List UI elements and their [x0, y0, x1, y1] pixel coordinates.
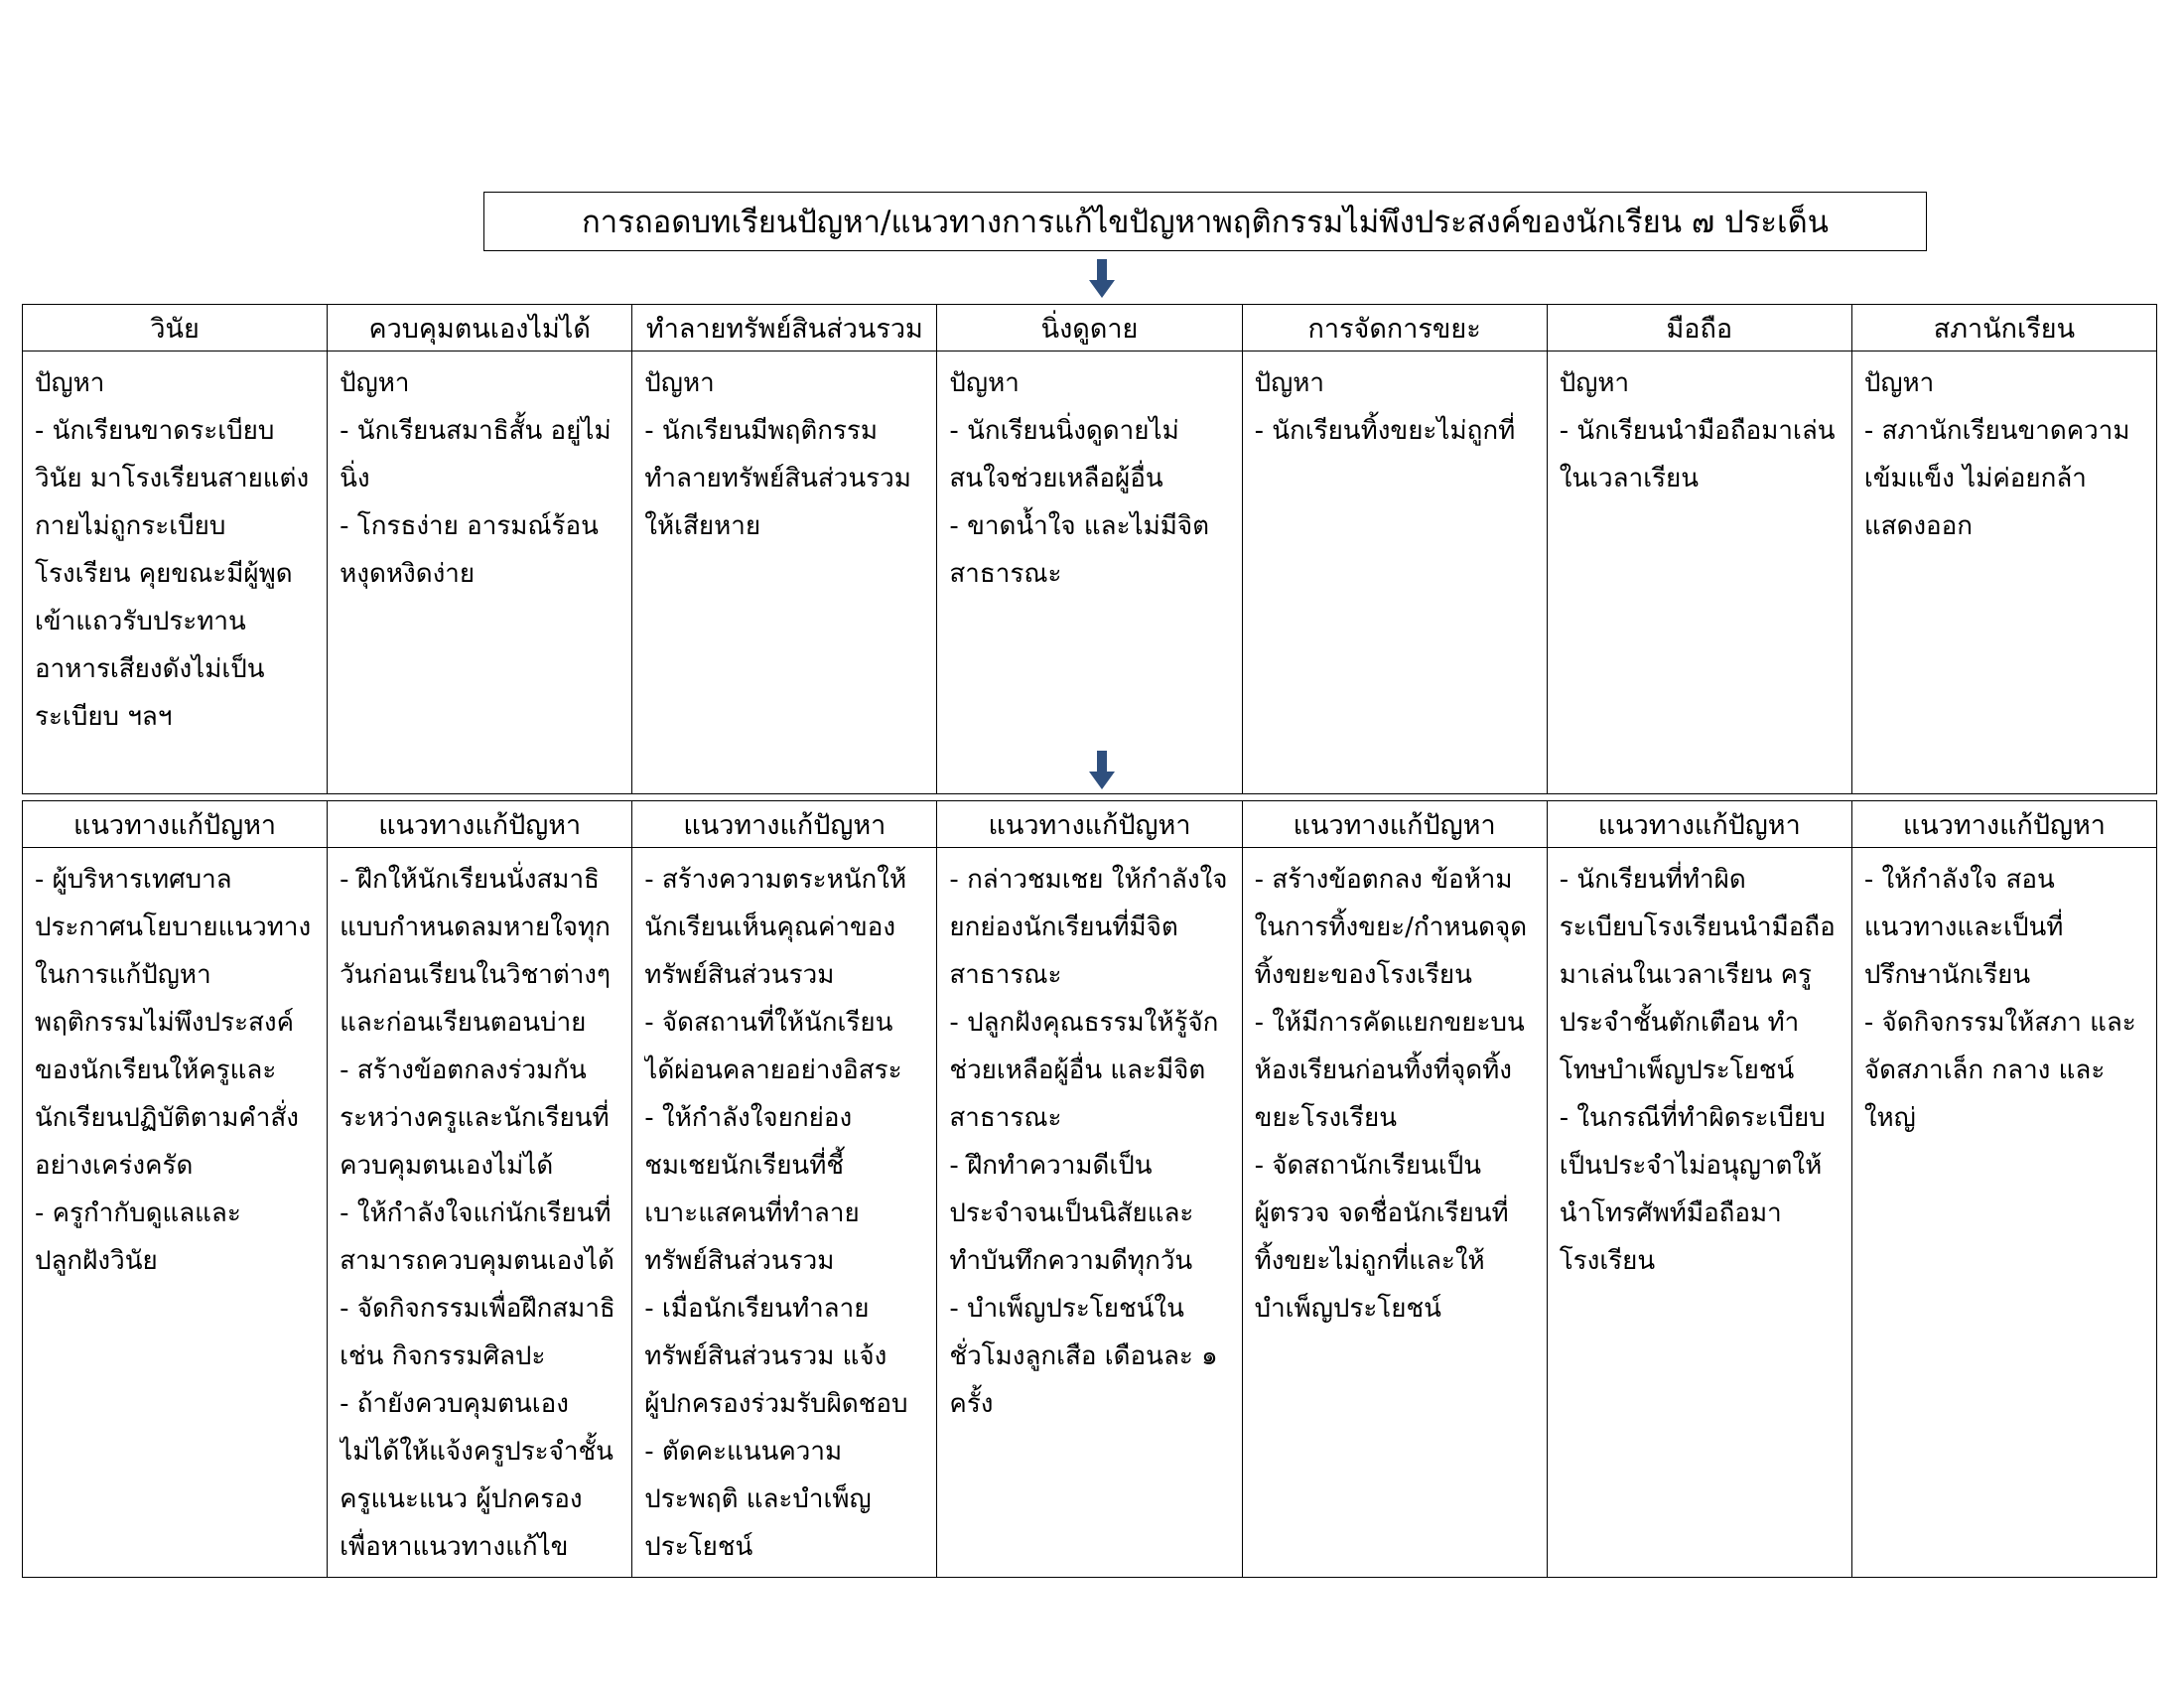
- down-arrow-icon: [1089, 751, 1115, 790]
- cell-text-line: - ในกรณีที่ทำผิดระเบียบ: [1559, 1103, 1826, 1133]
- problems-row: [23, 352, 2157, 794]
- problem-cell: [1242, 352, 1547, 794]
- cell-text-line: - ให้มีการคัดแยกขยะบน: [1254, 1008, 1525, 1038]
- cell-text-line: ประโยชน์: [644, 1532, 753, 1562]
- cell-text-line: - จัดกิจกรรมเพื่อฝึกสมาธิ: [340, 1294, 615, 1324]
- cell-text-line: - ให้กำลังใจ สอน: [1863, 865, 2055, 895]
- cell-text-line: นิ่ง: [340, 464, 370, 493]
- cell-text-line: - สร้างข้อตกลงร่วมกัน: [340, 1055, 587, 1085]
- cell-text-line: พฤติกรรมไม่พึงประสงค์: [35, 1008, 295, 1038]
- cell-text-line: - โกรธง่าย อารมณ์ร้อน: [340, 511, 599, 541]
- cell-text-line: สาธารณะ: [949, 960, 1062, 990]
- problem-cell: [1851, 352, 2156, 794]
- column-header-solution: แนวทางแก้ปัญหา: [23, 801, 328, 848]
- down-arrow-icon: [1089, 259, 1115, 299]
- cell-text-line: - ให้กำลังใจยกย่อง: [644, 1103, 853, 1133]
- cell-text-line: และก่อนเรียนตอนบ่าย: [340, 1008, 587, 1038]
- cell-text-line: ปัญหา: [340, 368, 410, 398]
- cell-text-line: โทษบำเพ็ญประโยชน์: [1559, 1055, 1795, 1085]
- cell-text-line: ประจำชั้นตักเตือน ทำ: [1559, 1008, 1800, 1038]
- column-header-solution: แนวทางแก้ปัญหา: [328, 801, 632, 848]
- cell-text-line: ทำลายทรัพย์สินส่วนรวม: [644, 464, 911, 493]
- cell-text-line: หงุดหงิดง่าย: [340, 559, 476, 589]
- cell-text-line: - ตัดคะแนนความ: [644, 1437, 843, 1467]
- cell-text-line: - นักเรียนสมาธิสั้น อยู่ไม่: [340, 416, 612, 446]
- cell-text-line: แนวทางและเป็นที่: [1863, 913, 2064, 942]
- cell-text-line: ของนักเรียนให้ครูและ: [35, 1055, 277, 1085]
- solutions-header-row: [23, 801, 2157, 848]
- cell-text-line: ระเบียบ ฯลฯ: [35, 702, 173, 732]
- cell-text-line: แสดงออก: [1863, 511, 1974, 541]
- solution-cell: [1851, 848, 2156, 1578]
- cell-text-line: - ปลูกฝังคุณธรรมให้รู้จัก: [949, 1008, 1219, 1038]
- column-header-discipline: วินัย: [23, 305, 328, 352]
- cell-text-line: ในการแก้ปัญหา: [35, 960, 211, 990]
- cell-text-line: ประพฤติ และบำเพ็ญ: [644, 1484, 872, 1514]
- cell-text-line: ครูแนะแนว ผู้ปกครอง: [340, 1484, 583, 1514]
- cell-text-line: มาเล่นในเวลาเรียน ครู: [1559, 960, 1813, 990]
- cell-text-line: ชมเชยนักเรียนที่ชี้: [644, 1151, 844, 1181]
- cell-text-line: อาหารเสียงดังไม่เป็น: [35, 654, 265, 684]
- cell-text-line: ประกาศนโยบายแนวทาง: [35, 913, 312, 942]
- cell-text-line: ช่วยเหลือผู้อื่น และมีจิต: [949, 1055, 1206, 1085]
- cell-text-line: ให้เสียหาย: [644, 511, 761, 541]
- problem-cell: [632, 352, 937, 794]
- cell-text-line: ครั้ง: [949, 1389, 994, 1419]
- cell-text-line: ปัญหา: [644, 368, 715, 398]
- cell-text-line: ปรึกษานักเรียน: [1863, 960, 2031, 990]
- cell-text-line: ผู้ตรวจ จดชื่อนักเรียนที่: [1254, 1198, 1509, 1228]
- cell-text-line: สามารถควบคุมตนเองได้: [340, 1246, 614, 1276]
- column-header-solution: แนวทางแก้ปัญหา: [1242, 801, 1547, 848]
- cell-text-line: ในการทิ้งขยะ/กำหนดจุด: [1254, 913, 1528, 942]
- column-header-waste-management: การจัดการขยะ: [1242, 305, 1547, 352]
- cell-text-line: ปัญหา: [1863, 368, 1935, 398]
- cell-text-line: นักเรียนเห็นคุณค่าของ: [644, 913, 896, 942]
- cell-text-line: ขยะโรงเรียน: [1254, 1103, 1398, 1133]
- cell-text-line: ผู้ปกครองร่วมรับผิดชอบ: [644, 1389, 908, 1419]
- cell-text-line: บำเพ็ญประโยชน์: [1254, 1294, 1441, 1324]
- column-header-solution: แนวทางแก้ปัญหา: [1851, 801, 2156, 848]
- cell-text-line: ยกย่องนักเรียนที่มีจิต: [949, 913, 1178, 942]
- column-header-mobile-phone: มือถือ: [1547, 305, 1851, 352]
- cell-text-line: - นักเรียนนำมือถือมาเล่น: [1559, 416, 1836, 446]
- cell-text-line: เข้าแถวรับประทาน: [35, 607, 246, 636]
- cell-text-line: ทิ้งขยะไม่ถูกที่และให้: [1254, 1246, 1485, 1276]
- cell-text-line: กายไม่ถูกระเบียบ: [35, 511, 226, 541]
- solution-cell: [937, 848, 1242, 1578]
- cell-text-line: เป็นประจำไม่อนุญาตให้: [1559, 1151, 1823, 1181]
- cell-text-line: - ครูกำกับดูแลและ: [35, 1198, 241, 1228]
- cell-text-line: ทรัพย์สินส่วนรวม: [644, 960, 835, 990]
- column-header-vandalism: ทำลายทรัพย์สินส่วนรวม: [632, 305, 937, 352]
- cell-text-line: ในเวลาเรียน: [1559, 464, 1700, 493]
- cell-text-line: โรงเรียน: [1559, 1246, 1656, 1276]
- cell-text-line: ควบคุมตนเองไม่ได้: [340, 1151, 554, 1181]
- cell-text-line: - จัดกิจกรรมให้สภา และ: [1863, 1008, 2136, 1038]
- problem-cell: [23, 352, 328, 794]
- problem-cell: [937, 352, 1242, 794]
- cell-text-line: ห้องเรียนก่อนทิ้งที่จุดทิ้ง: [1254, 1055, 1512, 1085]
- cell-text-line: ประจำจนเป็นนิสัยและ: [949, 1198, 1194, 1228]
- solution-cell: [1547, 848, 1851, 1578]
- cell-text-line: ไม่ได้ให้แจ้งครูประจำชั้น: [340, 1437, 614, 1467]
- cell-text-line: วันก่อนเรียนในวิชาต่างๆ: [340, 960, 611, 990]
- problems-header-row: [23, 305, 2157, 352]
- cell-text-line: - กล่าวชมเชย ให้กำลังใจ: [949, 865, 1228, 895]
- solution-cell: [328, 848, 632, 1578]
- solutions-row: [23, 848, 2157, 1578]
- cell-text-line: วินัย มาโรงเรียนสายแต่ง: [35, 464, 310, 493]
- cell-text-line: สาธารณะ: [949, 559, 1062, 589]
- cell-text-line: นักเรียนปฏิบัติตามคำสั่ง: [35, 1103, 299, 1133]
- cell-text-line: ชั่วโมงลูกเสือ เดือนละ ๑: [949, 1341, 1218, 1371]
- cell-text-line: นำโทรศัพท์มือถือมา: [1559, 1198, 1782, 1228]
- cell-text-line: ปัญหา: [949, 368, 1020, 398]
- cell-text-line: - ฝึกทำความดีเป็น: [949, 1151, 1153, 1181]
- cell-text-line: โรงเรียน คุยขณะมีผู้พูด: [35, 559, 293, 589]
- cell-text-line: เข้มแข็ง ไม่ค่อยกล้า: [1863, 464, 2087, 493]
- cell-text-line: ใหญ่: [1863, 1103, 1916, 1133]
- cell-text-line: ทำบันทึกความดีทุกวัน: [949, 1246, 1193, 1276]
- cell-text-line: - สร้างข้อตกลง ข้อห้าม: [1254, 865, 1513, 895]
- problem-cell: [1547, 352, 1851, 794]
- cell-text-line: - จัดสถานที่ให้นักเรียน: [644, 1008, 893, 1038]
- cell-text-line: ปัญหา: [1254, 368, 1324, 398]
- solution-cell: [23, 848, 328, 1578]
- cell-text-line: เพื่อหาแนวทางแก้ไข: [340, 1532, 569, 1562]
- solution-cell: [632, 848, 937, 1578]
- cell-text-line: ทรัพย์สินส่วนรวม แจ้ง: [644, 1341, 887, 1371]
- problems-table: [22, 304, 2157, 794]
- cell-text-line: - นักเรียนมีพฤติกรรม: [644, 416, 879, 446]
- cell-text-line: เช่น กิจกรรมศิลปะ: [340, 1341, 546, 1371]
- cell-text-line: สาธารณะ: [949, 1103, 1062, 1133]
- solutions-table: [22, 800, 2157, 1578]
- cell-text-line: - นักเรียนขาดระเบียบ: [35, 416, 275, 446]
- column-header-self-control: ควบคุมตนเองไม่ได้: [328, 305, 632, 352]
- column-header-solution: แนวทางแก้ปัญหา: [632, 801, 937, 848]
- cell-text-line: เบาะแสคนที่ทำลาย: [644, 1198, 860, 1228]
- column-header-indifference: นิ่งดูดาย: [937, 305, 1242, 352]
- cell-text-line: ปัญหา: [35, 368, 105, 398]
- cell-text-line: - ถ้ายังควบคุมตนเอง: [340, 1389, 569, 1419]
- cell-text-line: ปัญหา: [1559, 368, 1630, 398]
- cell-text-line: - สร้างความตระหนักให้: [644, 865, 907, 895]
- cell-text-line: ระเบียบโรงเรียนนำมือถือ: [1559, 913, 1836, 942]
- cell-text-line: ทรัพย์สินส่วนรวม: [644, 1246, 835, 1276]
- column-header-solution: แนวทางแก้ปัญหา: [1547, 801, 1851, 848]
- cell-text-line: ทิ้งขยะของโรงเรียน: [1254, 960, 1472, 990]
- cell-text-line: - นักเรียนนิ่งดูดายไม่: [949, 416, 1179, 446]
- cell-text-line: ปลูกฝังวินัย: [35, 1246, 158, 1276]
- cell-text-line: - ผู้บริหารเทศบาล: [35, 865, 232, 895]
- cell-text-line: - ให้กำลังใจแก่นักเรียนที่: [340, 1198, 612, 1228]
- cell-text-line: - เมื่อนักเรียนทำลาย: [644, 1294, 870, 1324]
- cell-text-line: - นักเรียนทิ้งขยะไม่ถูกที่: [1254, 416, 1516, 446]
- cell-text-line: - ฝึกให้นักเรียนนั่งสมาธิ: [340, 865, 600, 895]
- column-header-student-council: สภานักเรียน: [1851, 305, 2156, 352]
- column-header-solution: แนวทางแก้ปัญหา: [937, 801, 1242, 848]
- cell-text-line: - สภานักเรียนขาดความ: [1863, 416, 2130, 446]
- cell-text-line: จัดสภาเล็ก กลาง และ: [1863, 1055, 2106, 1085]
- page-title: การถอดบทเรียนปัญหา/แนวทางการแก้ไขปัญหาพฤติกรรมไม่พึงประสงค์ของนักเรียน ๗ ประเด็น: [483, 192, 1927, 251]
- cell-text-line: - นักเรียนที่ทำผิด: [1559, 865, 1746, 895]
- cell-text-line: - บำเพ็ญประโยชน์ใน: [949, 1294, 1184, 1324]
- cell-text-line: สนใจช่วยเหลือผู้อื่น: [949, 464, 1163, 493]
- cell-text-line: แบบกำหนดลมหายใจทุก: [340, 913, 611, 942]
- problem-cell: [328, 352, 632, 794]
- cell-text-line: - จัดสถานักเรียนเป็น: [1254, 1151, 1482, 1181]
- cell-text-line: - ขาดน้ำใจ และไม่มีจิต: [949, 511, 1210, 541]
- cell-text-line: ได้ผ่อนคลายอย่างอิสระ: [644, 1055, 902, 1085]
- cell-text-line: อย่างเคร่งครัด: [35, 1151, 194, 1181]
- solution-cell: [1242, 848, 1547, 1578]
- cell-text-line: ระหว่างครูและนักเรียนที่: [340, 1103, 610, 1133]
